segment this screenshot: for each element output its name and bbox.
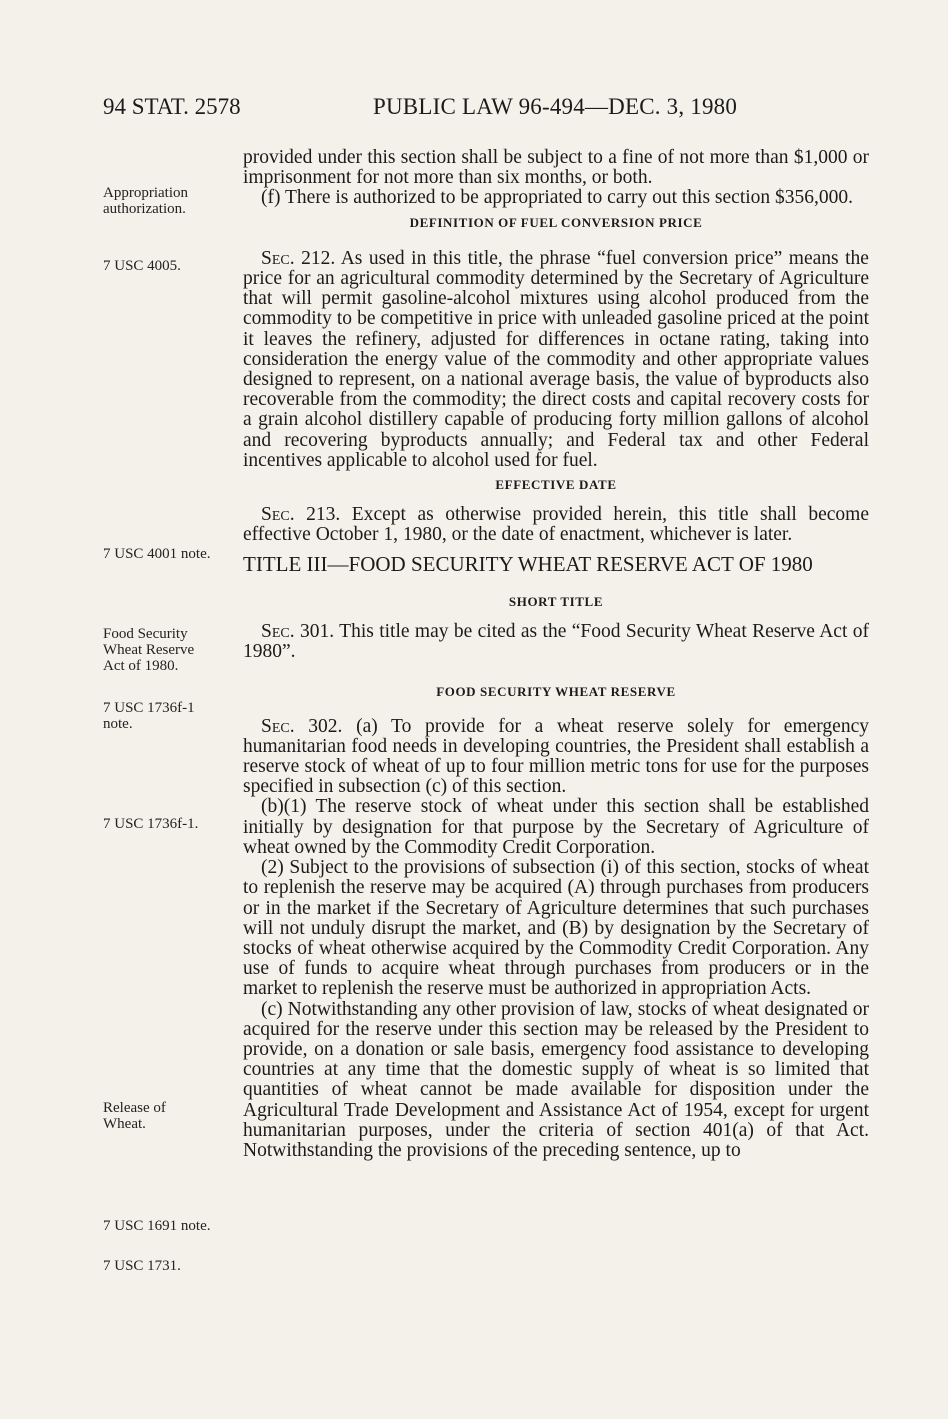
margin-note-7-usc-1736f-1-note: 7 USC 1736f-1 note. xyxy=(103,700,195,732)
margin-note-appropriation: Appropriation authorization. xyxy=(103,185,188,217)
paragraph-f: (f) There is authorized to be appropriated to carry out this section $356,000. xyxy=(261,187,854,209)
margin-note-release: Release of Wheat. xyxy=(103,1100,166,1132)
section-212 xyxy=(243,249,869,471)
heading-effective-date: EFFECTIVE DATE xyxy=(495,477,617,493)
title-iii-heading: TITLE III—FOOD SECURITY WHEAT RESERVE ACT OF 1980 xyxy=(243,551,813,576)
margin-note-7-usc-4001: 7 USC 4001 note. xyxy=(103,546,211,562)
section-212-label: Sec. 212. xyxy=(261,247,336,269)
section-213-label: Sec. 213. xyxy=(261,504,341,526)
public-law-heading: PUBLIC LAW 96-494—DEC. 3, 1980 xyxy=(373,94,738,119)
margin-note-7-usc-1731: 7 USC 1731. xyxy=(103,1258,181,1274)
section-301-text: This title may be cited as the “Food Security Wheat Reserve Act of 1980”. xyxy=(243,621,869,663)
margin-note-food-security: Food Security Wheat Reserve Act of 1980. xyxy=(103,626,195,674)
section-302-label: Sec. 302. xyxy=(261,715,343,737)
section-301-label: Sec. 301. xyxy=(261,621,335,643)
paragraph-c: (c) Notwithstanding any other provision of law, stocks of wheat designated or acquired for the reserve under this section may be released by the President to provide, on a donation or sale basis, emergency food assistance to developing countries at any time that the domestic supply of wheat is so limited that quantities of wheat cannot be made available for disposition under the Agricultural Trade Development and Assistance Act of 1954, except for urgent humanitarian purposes, under the criteria of section 401(a) of that Act. Notwithstanding the provisions of the preceding sentence, up to xyxy=(243,998,869,1161)
paragraph-fine: provided under this section shall be subject to a fine of not more than $1,000 or imprisonment for not more than six months, or both. xyxy=(243,147,869,189)
margin-note-7-usc-4005: 7 USC 4005. xyxy=(103,258,181,274)
paragraph-2: (2) Subject to the provisions of subsection (i) of this section, stocks of wheat to replenish the reserve may be acquired (A) through purchases from producers or in the market if the Secretary of Agriculture determines that such purchases will not unduly disrupt the market, and (B) by designation by the Secretary of stocks of wheat otherwise acquired by the Commodity Credit Corporation. Any use of funds to acquire wheat through purchases from producers or in the market to replenish the reserve must be authorized in appropriation Acts. xyxy=(243,857,869,1000)
heading-fuel-conversion: DEFINITION OF FUEL CONVERSION PRICE xyxy=(409,214,703,230)
margin-note-7-usc-1691: 7 USC 1691 note. xyxy=(103,1218,211,1234)
section-212-text: As used in this title, the phrase “fuel conversion price” means the price for an agricultural commodity determined by the Secretary of Agriculture that will permit gasoline-alcohol mixtures using alcohol produced from the commodity to be competitive in price with unleaded gasoline priced at the point it leaves the refinery, adjusted for differences in octane rating, taking into consideration the energy value of the commodity and other appropriate values designed to represent, on a national average basis, the value of byproducts also recoverable from the commodity; the direct costs and capital recovery costs for a grain alcohol distillery capable of producing forty million gallons of alcohol and recovering byproducts annually; and Federal tax and other Federal incentives applicable to alcohol used for fuel. xyxy=(243,247,869,471)
section-213-text: Except as otherwise provided herein, this title shall become effective October 1, 1980, or the date of enactment, whichever is later. xyxy=(243,504,870,546)
section-302-a-text: (a) To provide for a wheat reserve solely for emergency humanitarian food needs in developing countries, the President shall establish a reserve stock of wheat of up to four million metric tons for use for the purposes specified in subsection (c) of this section. xyxy=(243,715,869,798)
paragraph-b1: (b)(1) The reserve stock of wheat under this section shall be established initially by designation for that purpose by the Secretary of Agriculture of wheat owned by the Commodity Credit Corporation. xyxy=(243,796,869,858)
section-213 xyxy=(243,505,869,545)
section-302 xyxy=(243,717,869,798)
heading-wheat-reserve: FOOD SECURITY WHEAT RESERVE xyxy=(436,684,676,700)
heading-short-title: SHORT TITLE xyxy=(508,593,604,609)
margin-note-7-usc-1736f-1: 7 USC 1736f-1. xyxy=(103,816,199,832)
section-301 xyxy=(243,622,869,662)
stat-page-number: 94 STAT. 2578 xyxy=(103,94,241,119)
body-text xyxy=(243,148,869,1161)
